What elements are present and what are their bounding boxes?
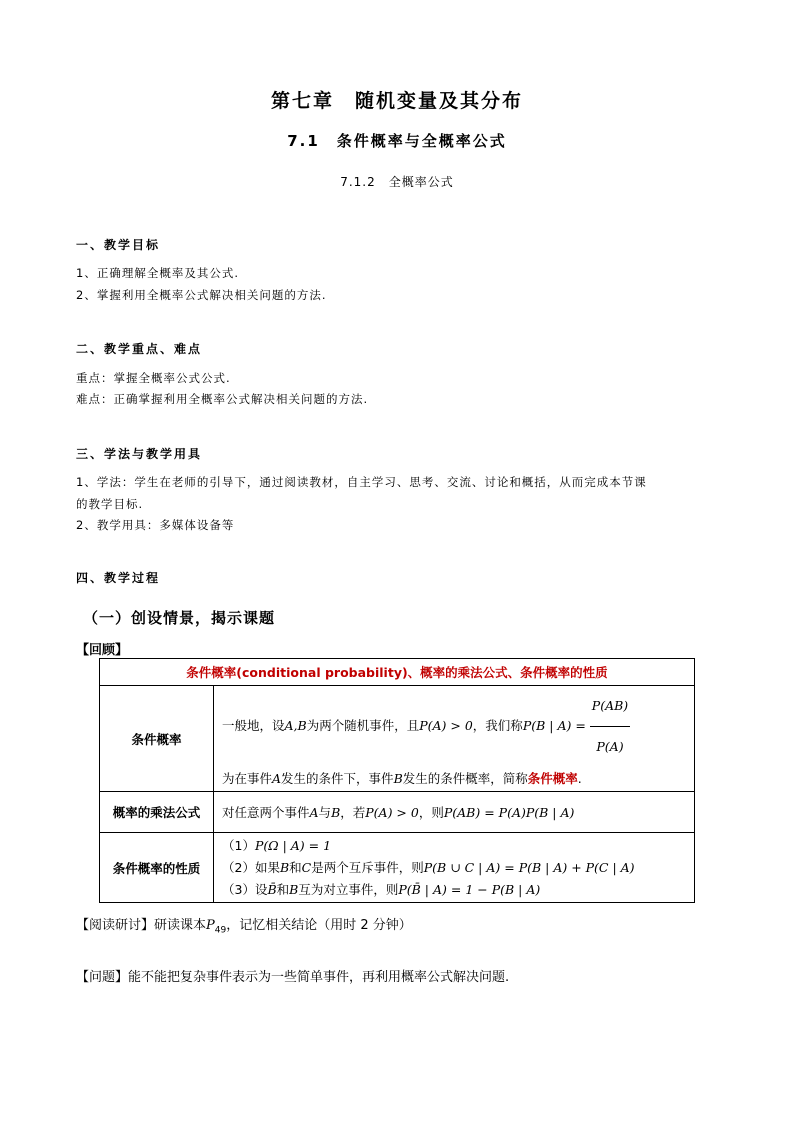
review-table bbox=[99, 658, 695, 903]
method-item: 2、教学用具：多媒体设备等 bbox=[76, 518, 235, 532]
table-header: 条件概率(conditional probability)、概率的乘法公式、条件概率的性质 bbox=[100, 659, 695, 686]
text: 对任意两个事件 bbox=[222, 805, 310, 820]
formula-subscript: 49 bbox=[214, 925, 227, 936]
row-label: 条件概率 bbox=[100, 686, 214, 792]
properties-cell bbox=[214, 833, 695, 903]
text: 和 bbox=[289, 859, 302, 875]
definition-cell bbox=[214, 686, 695, 792]
fraction-denominator: P(A) bbox=[596, 739, 624, 754]
key-item: 难点：正确掌握利用全概率公式解决相关问题的方法. bbox=[76, 392, 369, 406]
text: 发生的条件概率，简称 bbox=[402, 771, 528, 786]
text: 发生的条件下，事件 bbox=[281, 771, 394, 786]
formula: P(B ∪ C | A) = P(B | A) + P(C | A) bbox=[423, 859, 635, 875]
text: ，我们称 bbox=[472, 718, 523, 733]
formula: A bbox=[309, 805, 319, 820]
text: ，则 bbox=[418, 805, 444, 820]
formula: B bbox=[289, 881, 299, 897]
subsection-heading: （一）创设情景，揭示课题 bbox=[83, 609, 276, 627]
keys-heading: 二、教学重点、难点 bbox=[76, 342, 203, 356]
text: 一般地，设 bbox=[222, 718, 285, 733]
formula: B bbox=[393, 771, 403, 786]
text: 与 bbox=[318, 805, 332, 820]
row-label: 条件概率的性质 bbox=[100, 833, 214, 903]
formula: P(AB) = P(A)P(B | A) bbox=[443, 805, 575, 820]
text: 为在事件 bbox=[222, 771, 273, 786]
key-item: 重点：掌握全概率公式公式. bbox=[76, 371, 231, 385]
goals-heading: 一、教学目标 bbox=[76, 238, 161, 252]
formula: A bbox=[272, 771, 282, 786]
reading-note bbox=[76, 914, 412, 936]
text: 【阅读研讨】研读课本 bbox=[76, 918, 207, 933]
process-heading: 四、教学过程 bbox=[76, 571, 161, 585]
text: （1） bbox=[222, 837, 255, 853]
formula: B bbox=[279, 859, 290, 875]
text: 为两个随机事件，且 bbox=[306, 718, 420, 733]
formula: A,B bbox=[284, 718, 307, 733]
method-item: 1、学法：学生在老师的引导下，通过阅读教材，自主学习、思考、交流、讨论和概括，从而完成本节课 bbox=[76, 475, 647, 489]
formula: B bbox=[331, 805, 341, 820]
section-title: 7.1 条件概率与全概率公式 bbox=[287, 132, 507, 150]
formula: P(B | A) = bbox=[522, 718, 586, 733]
formula: P(B̄ | A) = 1 − P(B | A) bbox=[398, 881, 541, 897]
goal-item: 2、掌握利用全概率公式解决相关问题的方法. bbox=[76, 288, 327, 302]
method-item: 的教学目标. bbox=[76, 497, 144, 511]
multiplication-cell bbox=[214, 792, 695, 833]
formula: C bbox=[301, 859, 312, 875]
goal-item: 1、正确理解全概率及其公式. bbox=[76, 266, 239, 280]
text: ，若 bbox=[340, 805, 366, 820]
formula: P bbox=[206, 918, 215, 933]
question-note: 【问题】能不能把复杂事件表示为一些简单事件，再利用概率公式解决问题. bbox=[76, 970, 510, 985]
formula: P(Ω | A) = 1 bbox=[254, 837, 332, 853]
text: （2）如果 bbox=[222, 859, 280, 875]
formula: B̄ bbox=[267, 881, 277, 897]
fraction bbox=[590, 686, 630, 767]
highlight-term: 条件概率 bbox=[527, 771, 578, 786]
text: 是两个互斥事件，则 bbox=[311, 859, 424, 875]
text: （3）设 bbox=[222, 881, 268, 897]
chapter-title: 第七章 随机变量及其分布 bbox=[270, 90, 523, 112]
formula: P(A) > 0 bbox=[365, 805, 419, 820]
subsection-title: 7.1.2 全概率公式 bbox=[340, 175, 454, 189]
fraction-numerator: P(AB) bbox=[590, 686, 630, 727]
methods-heading: 三、学法与教学用具 bbox=[76, 447, 203, 461]
review-label: 【回顾】 bbox=[76, 643, 129, 658]
row-label: 概率的乘法公式 bbox=[100, 792, 214, 833]
text: 互为对立事件，则 bbox=[298, 881, 399, 897]
text: . bbox=[577, 771, 582, 786]
text: 和 bbox=[276, 881, 290, 897]
text: ，记忆相关结论（用时 2 分钟） bbox=[226, 918, 412, 933]
formula: P(A) > 0 bbox=[419, 718, 473, 733]
